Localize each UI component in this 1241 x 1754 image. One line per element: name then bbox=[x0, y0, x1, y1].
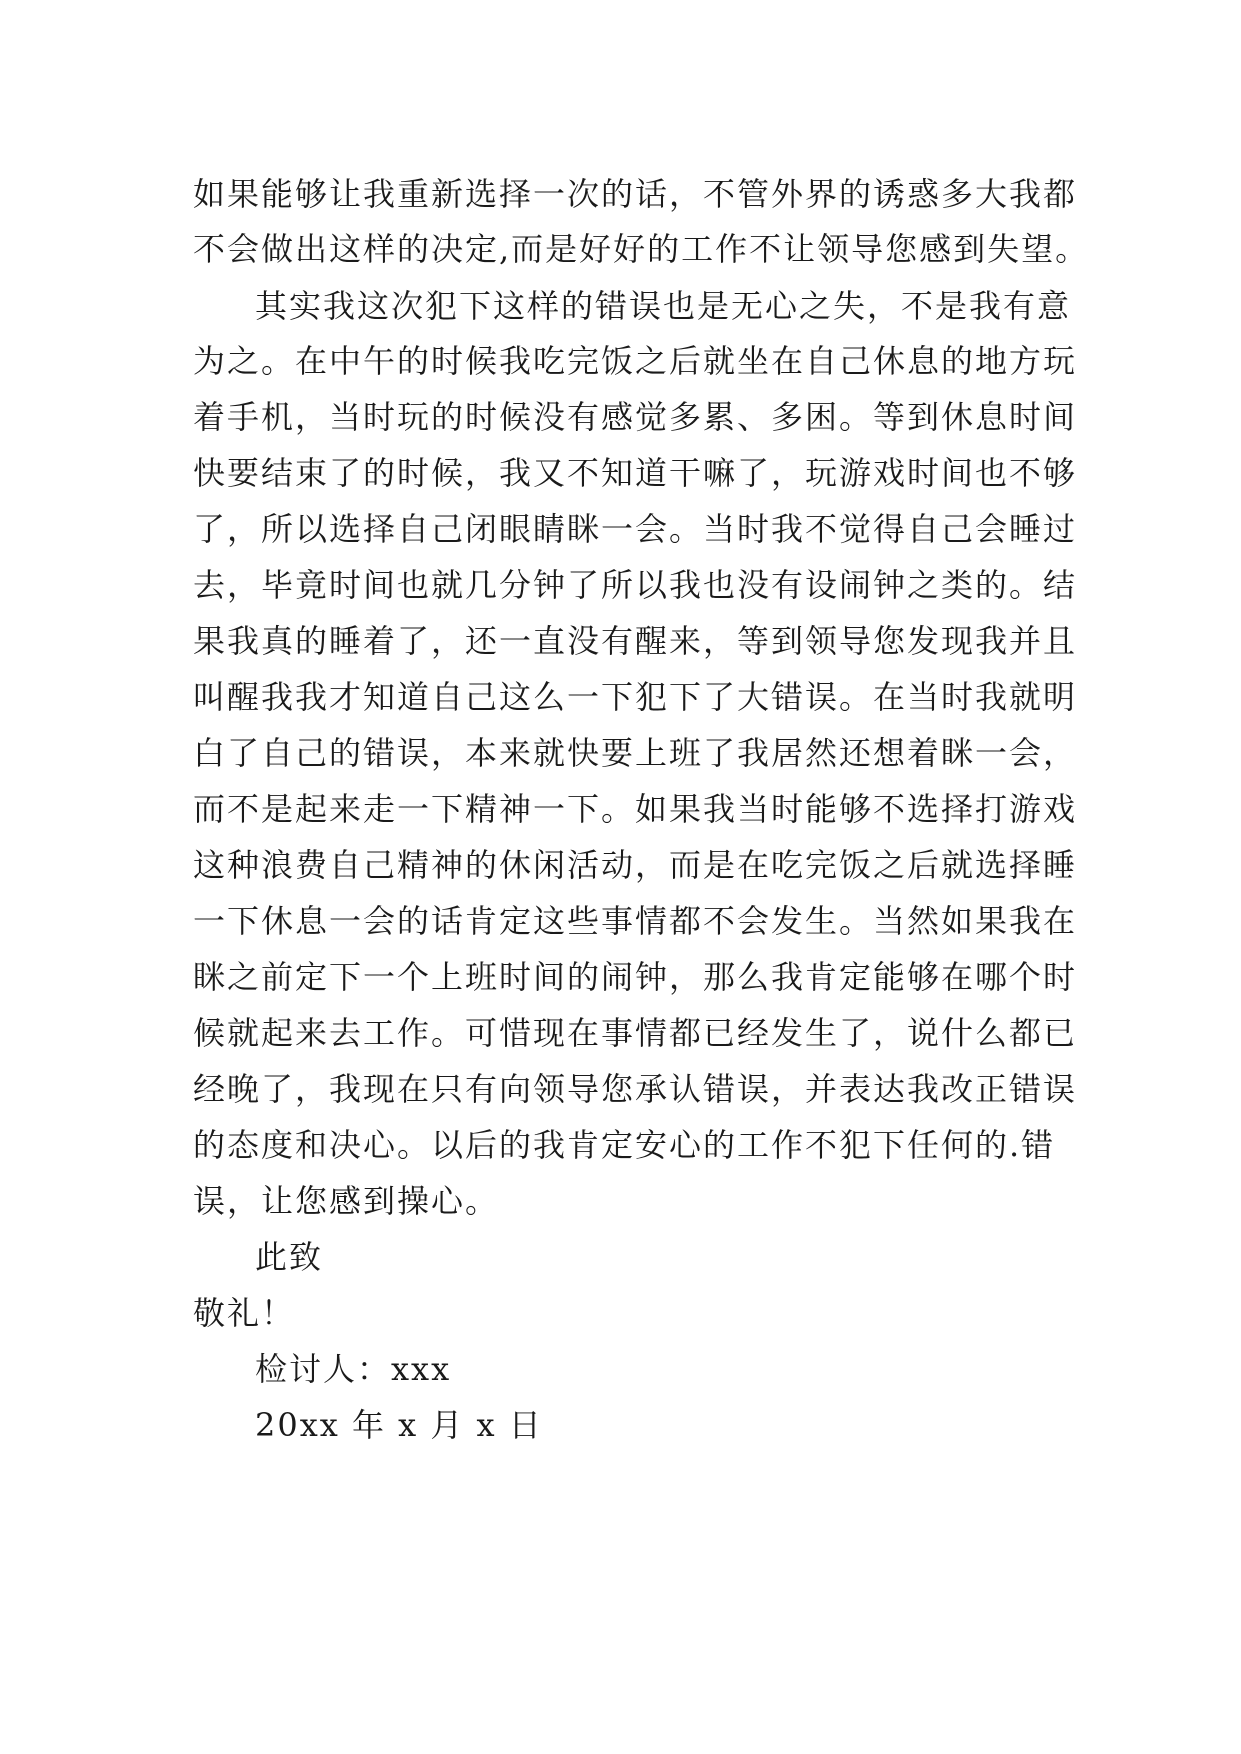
body-line-4: 为之。在中午的时候我吃完饭之后就坐在自己休息的地方玩 bbox=[193, 342, 1078, 380]
body-line-3: 其实我这次犯下这样的错误也是无心之失，不是我有意 bbox=[255, 287, 1072, 325]
date-text: 20xx 年 x 月 x 日 bbox=[255, 1406, 543, 1444]
body-line-11: 白了自己的错误，本来就快要上班了我居然还想着眯一会， bbox=[193, 734, 1078, 772]
body-line-18: 的态度和决心。以后的我肯定安心的工作不犯下任何的.错 bbox=[193, 1126, 1056, 1164]
body-line-9: 果我真的睡着了，还一直没有醒来，等到领导您发现我并且 bbox=[193, 622, 1078, 660]
signature-text: 检讨人：xxx bbox=[255, 1350, 452, 1388]
body-line-5: 着手机，当时玩的时候没有感觉多累、多困。等到休息时间 bbox=[193, 398, 1078, 436]
closing-text: 此致 bbox=[255, 1238, 324, 1276]
body-line-19: 误，让您感到操心。 bbox=[193, 1182, 500, 1220]
salutation-text: 敬礼！ bbox=[193, 1294, 296, 1332]
body-line-15: 眯之前定下一个上班时间的闹钟，那么我肯定能够在哪个时 bbox=[193, 958, 1078, 996]
body-line-13: 这种浪费自己精神的休闲活动，而是在吃完饭之后就选择睡 bbox=[193, 846, 1078, 884]
body-line-12: 而不是起来走一下精神一下。如果我当时能够不选择打游戏 bbox=[193, 790, 1078, 828]
body-line-7: 了，所以选择自己闭眼睛眯一会。当时我不觉得自己会睡过 bbox=[193, 510, 1078, 548]
body-line-10: 叫醒我我才知道自己这么一下犯下了大错误。在当时我就明 bbox=[193, 678, 1078, 716]
body-line-16: 候就起来去工作。可惜现在事情都已经发生了，说什么都已 bbox=[193, 1014, 1078, 1052]
body-line-8: 去，毕竟时间也就几分钟了所以我也没有设闹钟之类的。结 bbox=[193, 566, 1078, 604]
body-line-14: 一下休息一会的话肯定这些事情都不会发生。当然如果我在 bbox=[193, 902, 1078, 940]
body-line-1: 如果能够让我重新选择一次的话，不管外界的诱惑多大我都 bbox=[193, 175, 1078, 213]
body-line-17: 经晚了，我现在只有向领导您承认错误，并表达我改正错误 bbox=[193, 1070, 1078, 1108]
body-line-2: 不会做出这样的决定,而是好好的工作不让领导您感到失望。 bbox=[193, 230, 1090, 268]
body-line-6: 快要结束了的时候，我又不知道干嘛了，玩游戏时间也不够 bbox=[193, 454, 1078, 492]
